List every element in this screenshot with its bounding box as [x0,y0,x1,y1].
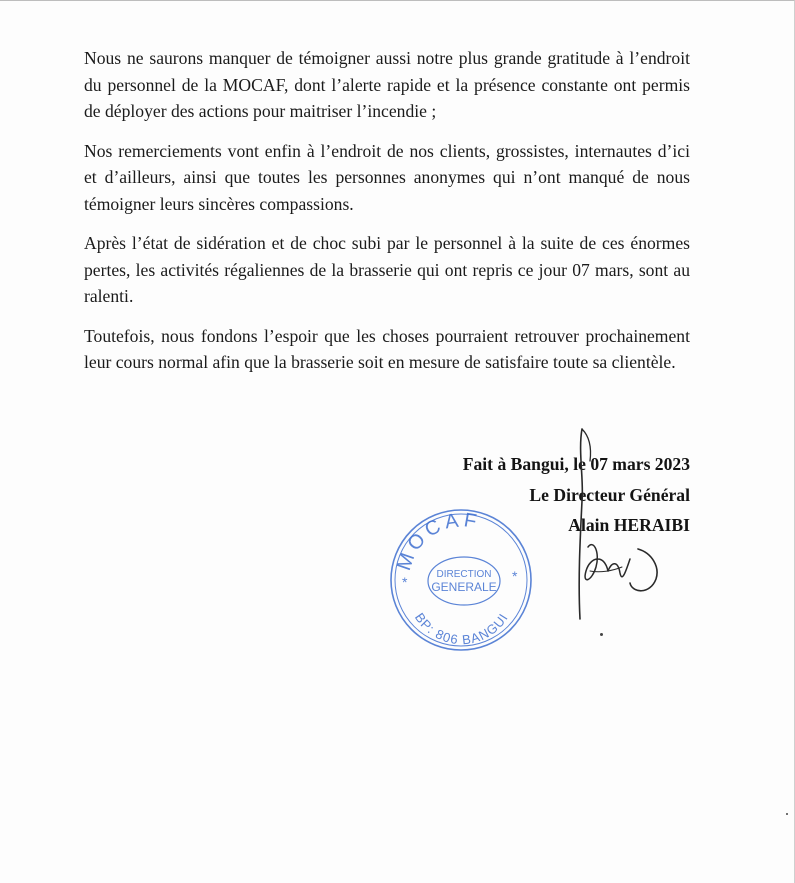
official-stamp [386,505,536,655]
letter-body [84,45,690,389]
stamp-bottom-text: BP: 806 BANGUI [411,610,512,648]
stamp-top-text: MOCAF [393,509,483,574]
stamp-center-line1: DIRECTION [436,569,492,580]
paragraph-hope-normal: Toutefois, nous fondons l’espoir que les choses pourraient retrouver prochainement leur cours normal afin que la brasserie soit en mesure de satisfaire toute sa clientèle. [84,325,690,372]
stamp-star-left: * [402,574,408,590]
signatory-name: Alain HERAIBI [568,515,690,535]
stamp-center-line2: GENERALE [431,580,497,594]
scan-speck [786,813,788,815]
handwritten-signature [560,421,680,651]
place-date: Fait à Bangui, le 07 mars 2023 [462,454,690,474]
stamp-star-right: * [512,568,518,584]
paragraph-gratitude-mocaf: Nous ne saurons manquer de témoigner aussi notre plus grande gratitude à l’endroit du personnel de la MOCAF, dont l’alerte rapide et la présence constante ont permis de déployer des actions pour maitriser l’incendie ; [84,48,690,121]
signatory-title: Le Directeur Général [529,484,690,505]
paragraph-thanks-clients: Nos remerciements vont enfin à l’endroit de nos clients, grossistes, internautes d’ici et d’ailleurs, ainsi que toutes les personnes anonymes qui n’ont manqué de nous témoigner leurs sincères compassions. [84,140,690,214]
paragraph-activities-resumed: Après l’état de sidération et de choc subi par le personnel à la suite de ces énormes pertes, les activités régaliennes de la brasserie qui ont repris ce jour 07 mars, sont au ralenti. [84,233,690,306]
scan-speck [600,633,603,636]
